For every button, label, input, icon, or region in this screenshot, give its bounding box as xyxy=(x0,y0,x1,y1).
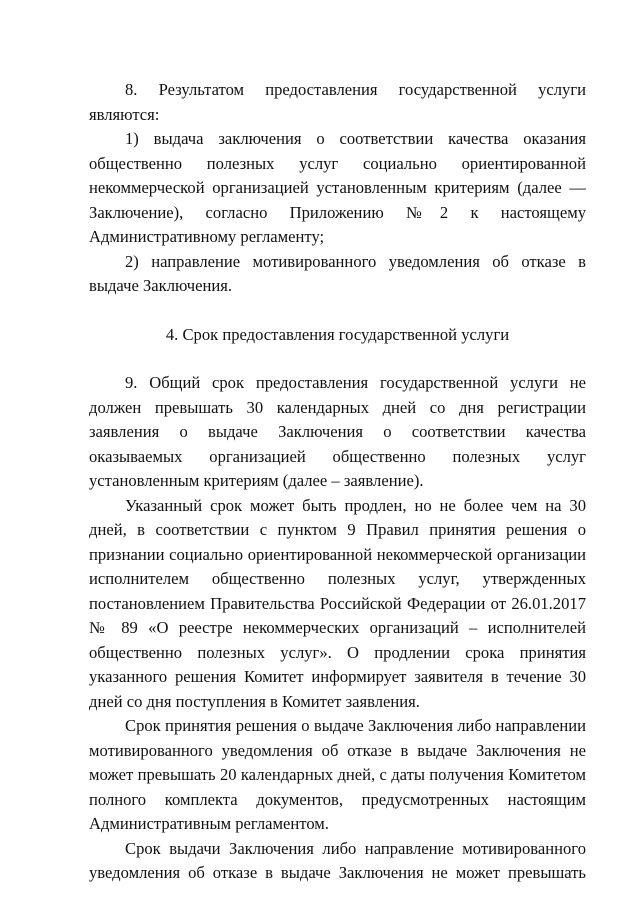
paragraph-8-item-2: 2) направление мотивированного уведомления об отказе в выдаче Заключения. xyxy=(89,251,586,295)
section-4-heading: 4. Срок предоставления государственной услуги xyxy=(165,324,510,344)
paragraph-9-extension: Указанный срок может быть продлен, но не более чем на 30 дней, в соответствии с пунктом 9 Правил принятия решения о признании социально ориентированной некоммерческой организации исполнителем общественно полезных услуг, утвержденных постановлением Правительства Российской Федерации от 26.01.2017 № 89 «О реестре некоммерческих организаций – исполнителей общественно полезных услуг». О продлении срока принятия указанного решения Комитет информирует заявителя в течение 30 дней со дня поступления в Комитет заявления. xyxy=(89,495,586,711)
paragraph-8-item-1: 1) выдача заключения о соответствии качества оказания общественно полезных услуг социально ориентированной некоммерческой организацией установленным критериям (далее — Заключение), согласно Приложению №2 к настоящему Административному регламенту; xyxy=(89,129,586,246)
paragraph-8-intro: 8. Результатом предоставления государственной услуги являются: xyxy=(89,80,586,124)
paragraph-9-decision: Срок принятия решения о выдаче Заключения либо направлении мотивированного уведомления об отказе в выдаче Заключения не может превышать 20 календарных дней, с даты получения Комитетом полного комплекта документов, предусмотренных настоящим Административным регламентом. xyxy=(89,716,586,833)
document-page xyxy=(89,78,586,886)
paragraph-9-main: 9. Общий срок предоставления государственной услуги не должен превышать 30 календарных дней со дня регистрации заявления о выдаче Заключения о соответствии качества оказываемых организацией общественно полезных услуг установленным критериям (далее – заявление). xyxy=(89,373,586,490)
paragraph-9-issue: Срок выдачи Заключения либо направление мотивированного уведомления об отказе в выдаче Заключения не может превышать xyxy=(89,838,586,882)
